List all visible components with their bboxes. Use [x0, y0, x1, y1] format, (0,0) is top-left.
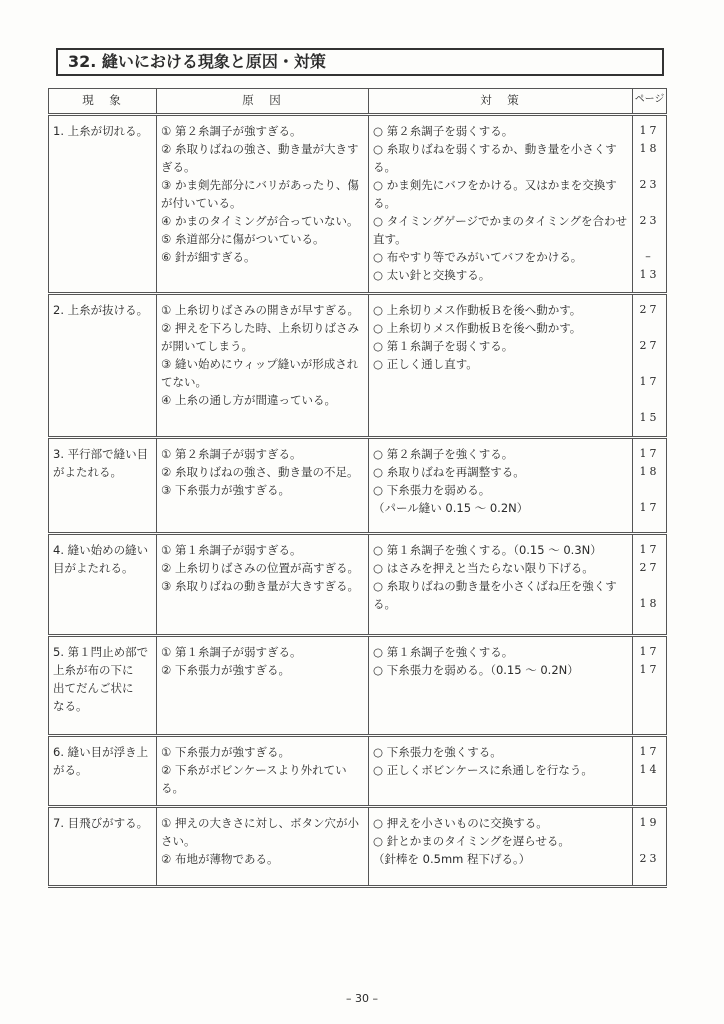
cause-line: ③ 糸取りばねの動き量が大きすぎる。: [161, 579, 359, 593]
page-ref: [637, 577, 662, 595]
cause-line: ④ 上糸の通し方が間違っている。: [161, 393, 336, 407]
cause-line: ② 下糸がボビンケースより外れている。: [161, 763, 347, 795]
page-number: – 30 –: [346, 992, 378, 1005]
table-header-row: [49, 89, 667, 115]
cause-line: ③ かま剣先部分にバリがあったり、傷が付いている。: [161, 178, 359, 210]
table-row: [49, 115, 667, 294]
cause-cell: [157, 115, 369, 294]
cause-line: ③ 縫い始めにウィップ縫いが形成されてない。: [161, 357, 359, 389]
page-title: 32. 縫いにおける現象と原因・対策: [56, 48, 664, 76]
phenomenon-line: 上糸が布の下に: [53, 663, 134, 677]
measure-line: ○ 第２糸調子を強くする。: [373, 447, 514, 461]
page-ref: 17: [639, 501, 660, 514]
table-row: [49, 438, 667, 534]
measure-line: ○ 第１糸調子を弱くする。: [373, 339, 514, 353]
cause-line: ⑤ 糸道部分に傷がついている。: [161, 232, 325, 246]
page-ref: [637, 230, 662, 248]
measure-line: ○ 糸取りばねの動き量を小さくばね圧を強くする。: [373, 579, 617, 611]
page-ref: [637, 832, 662, 850]
table-row: [49, 736, 667, 807]
phenomenon-line: 3. 平行部で縫い目: [53, 447, 149, 461]
table-row: [49, 294, 667, 438]
measure-line: ○ 太い針と交換する。: [373, 268, 491, 282]
page-ref: 15: [639, 411, 660, 424]
page-ref: 17: [639, 663, 660, 676]
phenomenon-line: 7. 目飛びがする。: [53, 816, 149, 830]
cause-cell: [157, 534, 369, 636]
measure-line: ○ タイミングゲージでかまのタイミングを合わせ直す。: [373, 214, 628, 246]
measure-cell: [369, 636, 633, 736]
page-cell: [633, 294, 667, 438]
phenomenon-cell: [49, 294, 157, 438]
page-ref: 17: [639, 745, 660, 758]
page-ref: [637, 391, 662, 409]
cause-cell: [157, 438, 369, 534]
phenomenon-line: 6. 縫い目が浮き上: [53, 745, 149, 759]
page-cell: [633, 736, 667, 807]
table-body: [49, 115, 667, 887]
page-cell: [633, 534, 667, 636]
page-cell: [633, 636, 667, 736]
page-cell: [633, 807, 667, 887]
measure-cell: [369, 294, 633, 438]
cause-cell: [157, 807, 369, 887]
measure-line: ○ 第２糸調子を弱くする。: [373, 124, 514, 138]
phenomenon-line: 4. 縫い始めの縫い: [53, 543, 149, 557]
measure-line: ○ はさみを押えと当たらない限り下げる。: [373, 561, 594, 575]
measure-line: ○ 糸取りばねを再調整する。: [373, 465, 525, 479]
page-ref: [637, 194, 662, 212]
header-phenomenon: 現 象: [49, 89, 157, 115]
cause-line: ② 押えを下ろした時、上糸切りばさみが開いてしまう。: [161, 321, 359, 353]
table-row: [49, 636, 667, 736]
page-ref: –: [645, 250, 654, 263]
measure-line: ○ 下糸張力を弱める。（0.15 ～ 0.2N）: [373, 663, 579, 677]
phenomenon-line: 出てだんご状に: [53, 681, 134, 695]
page-ref: 23: [639, 178, 660, 191]
measure-line: ○ 上糸切りメス作動板Ｂを後へ動かす。: [373, 321, 582, 335]
measure-line: ○ 下糸張力を強くする。: [373, 745, 502, 759]
page-ref: 27: [639, 561, 660, 574]
page-ref: 18: [639, 142, 660, 155]
phenomenon-cell: [49, 438, 157, 534]
table-row: [49, 807, 667, 887]
page-ref: 17: [639, 447, 660, 460]
cause-line: ③ 下糸張力が強すぎる。: [161, 483, 290, 497]
page-ref: 17: [639, 375, 660, 388]
cause-line: ④ かまのタイミングが合っていない。: [161, 214, 359, 228]
measure-line: ○ 正しくボビンケースに糸通しを行なう。: [373, 763, 593, 777]
phenomenon-line: 2. 上糸が抜ける。: [53, 303, 149, 317]
cause-line: ① 第１糸調子が弱すぎる。: [161, 543, 302, 557]
page-ref: [637, 158, 662, 176]
page-ref: 23: [639, 852, 660, 865]
measure-line: ○ 押えを小さいものに交換する。: [373, 816, 548, 830]
phenomenon-line: がよたれる。: [53, 465, 122, 479]
measure-line: ○ 布やすり等でみがいてバフをかける。: [373, 250, 583, 264]
cause-line: ⑥ 針が細すぎる。: [161, 250, 256, 264]
measure-line: （パール縫い 0.15 ～ 0.2N）: [373, 501, 529, 515]
page-ref: 17: [639, 124, 660, 137]
measure-cell: [369, 115, 633, 294]
page-ref: 19: [639, 816, 660, 829]
header-cause: 原 因: [157, 89, 369, 115]
page-ref: 13: [639, 268, 660, 281]
phenomenon-line: がる。: [53, 763, 88, 777]
cause-line: ① 第１糸調子が弱すぎる。: [161, 645, 302, 659]
measure-cell: [369, 807, 633, 887]
page-ref: 23: [639, 214, 660, 227]
page-ref: 27: [639, 303, 660, 316]
cause-line: ② 上糸切りばさみの位置が高すぎる。: [161, 561, 359, 575]
page-ref: 18: [639, 465, 660, 478]
cause-cell: [157, 636, 369, 736]
measure-line: ○ 正しく通し直す。: [373, 357, 478, 371]
header-page: ページ: [633, 89, 667, 115]
cause-line: ② 布地が薄物である。: [161, 852, 279, 866]
page-ref: [637, 355, 662, 373]
cause-cell: [157, 294, 369, 438]
page-ref: 14: [639, 763, 660, 776]
page-ref: [637, 319, 662, 337]
header-measure: 対 策: [369, 89, 633, 115]
measure-line: ○ 針とかまのタイミングを遅らせる。: [373, 834, 570, 848]
cause-line: ① 押えの大きさに対し、ボタン穴が小さい。: [161, 816, 359, 848]
measure-line: ○ 第１糸調子を強くする。（0.15 ～ 0.3N）: [373, 543, 602, 557]
cause-line: ① 第２糸調子が強すぎる。: [161, 124, 302, 138]
phenomenon-line: なる。: [53, 699, 88, 713]
cause-line: ② 下糸張力が強すぎる。: [161, 663, 290, 677]
cause-line: ① 下糸張力が強すぎる。: [161, 745, 290, 759]
measure-line: ○ 糸取りばねを弱くするか、動き量を小さくする。: [373, 142, 617, 174]
phenomenon-cell: [49, 636, 157, 736]
cause-line: ② 糸取りばねの強さ、動き量が大きすぎる。: [161, 142, 359, 174]
cause-line: ② 糸取りばねの強さ、動き量の不足。: [161, 465, 359, 479]
phenomenon-cell: [49, 807, 157, 887]
page-ref: [637, 481, 662, 499]
page-ref: 17: [639, 645, 660, 658]
phenomenon-cell: [49, 534, 157, 636]
phenomenon-line: 目がよたれる。: [53, 561, 134, 575]
page-ref: 18: [639, 597, 660, 610]
page-ref: 17: [639, 543, 660, 556]
page-cell: [633, 115, 667, 294]
cause-line: ① 上糸切りばさみの開きが早すぎる。: [161, 303, 359, 317]
page-ref: 27: [639, 339, 660, 352]
cause-line: ① 第２糸調子が弱すぎる。: [161, 447, 302, 461]
phenomenon-line: 1. 上糸が切れる。: [53, 124, 149, 138]
page-cell: [633, 438, 667, 534]
measure-line: ○ かま剣先にバフをかける。又はかまを交換する。: [373, 178, 617, 210]
table-row: [49, 534, 667, 636]
phenomenon-line: 5. 第１閂止め部で: [53, 645, 149, 659]
measure-line: ○ 第１糸調子を強くする。: [373, 645, 514, 659]
measure-line: ○ 下糸張力を弱める。: [373, 483, 491, 497]
measure-cell: [369, 438, 633, 534]
measure-line: （針棒を 0.5mm 程下げる。）: [373, 852, 531, 866]
cause-cell: [157, 736, 369, 807]
measure-cell: [369, 736, 633, 807]
phenomenon-cell: [49, 736, 157, 807]
measure-line: ○ 上糸切りメス作動板Ｂを後へ動かす。: [373, 303, 582, 317]
measure-cell: [369, 534, 633, 636]
phenomenon-cell: [49, 115, 157, 294]
troubleshooting-table: [48, 88, 667, 888]
